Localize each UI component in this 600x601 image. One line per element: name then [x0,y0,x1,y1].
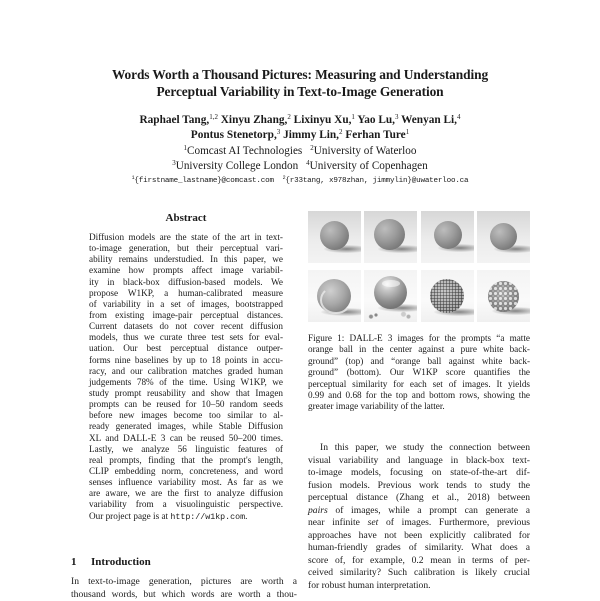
caption-line: greater image variability of the latter. [308,401,445,412]
author-list [60,113,540,143]
crumbs-decoration [366,311,416,319]
text-fragment: to-image models, focusing on state-of-the-art dif- [308,467,530,479]
email-uwaterloo: {r33tang, x978zhan, jimmylin}@uwaterloo.ca [285,177,469,185]
abstract-line: uation. Our best perceptual distance outper- [89,343,283,354]
abstract-line: prompts can be reused for 10–50 random seeds [89,399,283,410]
affiliation-mark: 1 [183,144,188,152]
abstract-line: propose W1KP, a human-calibrated measure [89,287,283,298]
abstract-line: to-image generation, but their perceptual vari- [89,243,283,254]
text-line [308,505,530,518]
author-affiliation-mark: 1,2 [209,113,218,121]
author-name: Xinyu Zhang, [220,114,288,126]
author-affiliation-mark: 2 [338,128,343,136]
abstract-line: real prompts, finding that the prompt's length, [89,454,283,465]
caption-line: Figure 1: DALL-E 3 images for the prompts “a matte [308,333,530,343]
abstract-line: Diffusion models are the state of the art in text- [89,232,283,242]
project-page-link[interactable]: http://w1kp.com [170,512,246,522]
affiliation-mark: 3 [172,158,176,167]
section-title: Introduction [91,556,151,568]
sentence-period: . [245,510,248,521]
author-affiliation-mark: 3 [395,113,399,121]
caption-line: perceptual similarity for each set of images. It yields [308,378,530,389]
author-affiliation-mark: 1 [351,113,355,121]
author-name: Raphael Tang, [139,114,210,126]
text-fragment: approaches have not been explicitly calibrated for [308,529,530,541]
section-heading-introduction [71,556,151,569]
abstract-line: of variability in a set of images, bootstrapped [89,298,283,309]
text-fragment: perceptual distance (Zhang et al., 2018) between [308,492,530,504]
affiliation-name: University of Waterloo [313,145,417,157]
figure-1 [308,211,530,323]
abstract-line: racy, and our calibration matches graded human [89,365,283,376]
text-line [308,580,530,593]
abstract-body [89,232,283,522]
figure-image-bottom-row-3 [421,270,474,322]
figure-image-bottom-row-4 [477,270,530,322]
text-line [308,480,530,493]
figure-image-top-row-1 [308,211,361,263]
abstract-heading: Abstract [165,212,207,224]
figure-image-top-row-3 [421,211,474,263]
text-fragment: ceived similarity? Such calibration is likely crucial [308,567,530,579]
paper-title [60,66,540,100]
orange-ball-icon [430,279,464,313]
email-mark: 2 [282,175,286,181]
affiliation-name: University College London [175,159,299,172]
abstract-line: before new images become too similar to al- [89,410,283,421]
introduction-body-continued [308,442,530,593]
figure-image-top-row-4 [477,211,530,263]
abstract-line: models, thus we curate three test sets for eval- [89,332,283,343]
text-line [308,442,530,455]
abstract-line: ability remains understudied. In this paper, we [89,254,283,265]
author-affiliation-mark: 2 [287,113,291,121]
abstract-line: study prompt reusability and show that Imagen [89,387,283,398]
abstract-line [89,511,283,522]
authors-line-1 [60,113,540,128]
emphasized-word: pairs [308,504,328,516]
abstract-line: from existing image-pair perceptual distances. [89,309,283,320]
authors-line-2 [60,128,540,143]
abstract-line: ity in black-box diffusion-based models. We [89,276,283,287]
caption-line: orange ball in the center against a pure white back- [308,344,530,355]
abstract-line: ready generated images, while Stable Diffusion [89,421,283,432]
section-number: 1 [71,556,77,568]
abstract-line: are aware, we are the first to analyze diffusion [89,488,283,499]
affiliation-mark: 2 [310,144,314,152]
author-name: Wenyan Li, [401,114,457,126]
text-fragment: visual variability and language in black-box text- [308,454,530,466]
text-fragment: for robust human interpretation. [308,580,431,592]
caption-line: 0.99 and 0.68 for the top and bottom rows, showing the [308,390,530,401]
text-line [308,555,530,568]
abstract-line: XL and DALL-E 3 can be reused 50–200 times. [89,432,283,443]
affiliation-mark: 4 [306,158,310,167]
author-name: Ferhan Ture [345,129,406,141]
abstract-line: senses influence variability most. As far as we [89,477,283,488]
orange-ball-icon [488,281,519,312]
author-affiliation-mark: 1 [405,128,410,136]
email-comcast: {firstname_lastname}@comcast.com [134,177,274,185]
orange-ball-icon [490,223,517,250]
orange-ball-icon [317,279,351,313]
emphasized-word: set [367,517,379,529]
affiliation-name: Comcast AI Technologies [187,145,303,157]
text-fragment: In this paper, we study the connection between [320,442,530,453]
text-line [308,567,530,580]
text-line [308,492,530,505]
text-fragment: near infinite [308,517,368,529]
figure-image-bottom-row-2 [364,270,417,322]
abstract-line: judgements 78% of the time. Using W1KP, we [89,376,283,387]
figure-1-caption [308,333,530,413]
author-name: Jimmy Lin, [283,129,339,141]
abstract-line: variability from a visuolinguistic perspective. [89,499,283,510]
abstract-line: forms nine baselines by up to 18 points in accu- [89,354,283,365]
text-fragment: of images. Furthermore, previous [378,517,530,529]
text-line [308,530,530,543]
text-line [308,517,530,530]
author-affiliation-mark: 4 [457,113,461,121]
text-line [308,467,530,480]
author-emails [60,176,540,186]
text-fragment: score of, for example, 0.2 mean in terms of per- [308,554,530,566]
author-name: Lixinyu Xu, [293,114,352,126]
title-line-2: Perceptual Variability in Text-to-Image Generation [156,84,444,99]
orange-ball-icon [320,221,349,250]
abstract-line: examine how prompts affect image variabil- [89,265,283,276]
caption-line: ground” (top) and “orange ball against white back- [308,355,530,366]
text-line [308,455,530,468]
email-mark: 1 [131,175,135,181]
title-line-1: Words Worth a Thousand Pictures: Measuring and Understanding [111,67,489,82]
abstract-line: Current datasets do not cover recent diffusion [89,321,283,332]
author-name: Pontus Stenetorp, [190,129,277,141]
text-line: In text-to-image generation, pictures are worth a [71,576,297,587]
project-page-label: Our project page is at [89,510,171,521]
introduction-body [71,576,297,601]
orange-ball-icon [434,221,462,249]
affiliations-line-1 [60,144,540,159]
text-fragment: of images, while a prompt can generate a [327,504,530,516]
affiliations-line-2 [60,159,540,174]
author-name: Yao Lu, [357,114,395,126]
affiliations [60,144,540,173]
text-fragment: human-friendly grades of similarity. What does a [308,542,530,554]
text-line: thousand words, but which words are worth a thou- [71,588,297,600]
abstract-line: Lastly, we analyze 56 linguistic features of [89,443,283,454]
text-fragment: fusion models. Previous work tends to study the [308,479,530,491]
caption-line: ground” (bottom). Our W1KP score quantifies the [308,367,530,378]
author-affiliation-mark: 3 [276,128,281,136]
figure-image-top-row-2 [364,211,417,263]
affiliation-name: University of Copenhagen [309,159,428,172]
text-line [308,542,530,555]
figure-image-bottom-row-1 [308,270,361,322]
abstract-line: CLIP embedding norm, concreteness, and word [89,465,283,476]
